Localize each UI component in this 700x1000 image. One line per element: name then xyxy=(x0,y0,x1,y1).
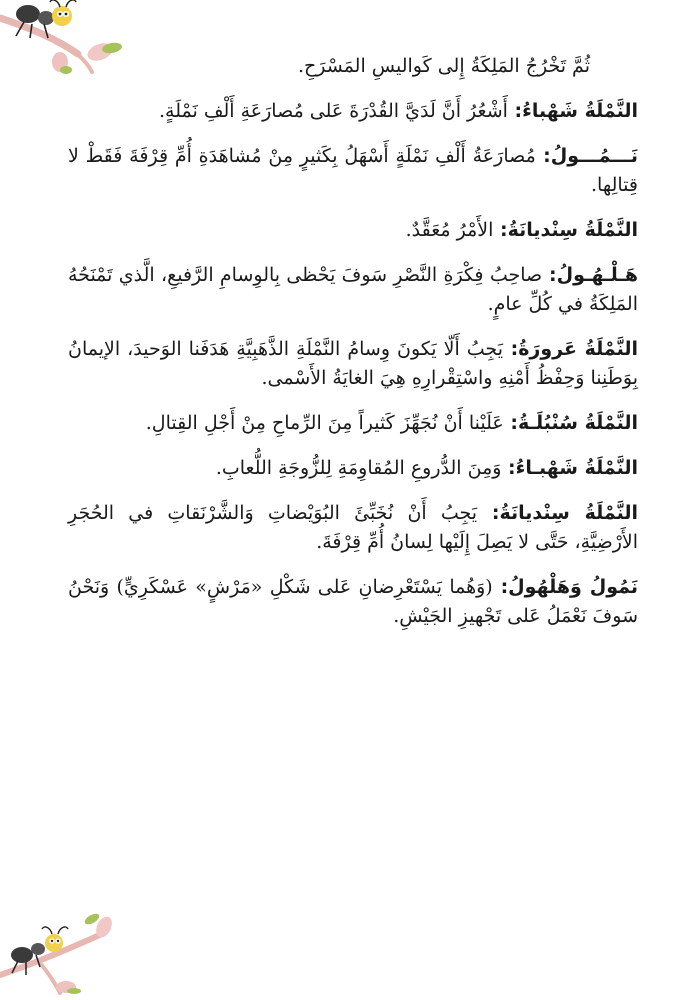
dialogue-text: مُصارَعَةُ أَلْفِ نَمْلَةٍ أَسْهَلُ بِكَثيرٍ مِنْ مُشاهَدَةِ أُمِّ قِرْفَةَ فَقَطْ لا قِتالِها. xyxy=(68,145,638,196)
dialogue-line: نَـــمُـــولُ: مُصارَعَةُ أَلْفِ نَمْلَةٍ أَسْهَلُ بِكَثيرٍ مِنْ مُشاهَدَةِ أُمِّ قِرْفَةَ فَقَطْ لا قِتالِها. xyxy=(68,145,638,196)
dialogue-text: الأَمْرُ مُعَقَّدٌ. xyxy=(405,219,494,241)
dialogue-line: نَمُولُ وَهَلْهُولُ: (وَهُما يَسْتَعْرِضانِ عَلى شَكْلِ «مَرْشٍ» عَسْكَرِيٍّ) وَنَحْنُ سَوفَ نَعْمَلُ عَلى تَجْهيزِ الجَيْشِ. xyxy=(68,576,638,627)
dialogue-line: النَّمْلَةُ سِنْديانَةُ: يَجِبُ أَنْ نُخَبِّئَ البُوَيْضاتِ وَالشَّرْنَقاتِ في الحُجَرِ الأَرْضِيَّةِ، حَتَّى لا يَصِلَ إِلَيْها لِسانُ أُمِّ قِرْفَةَ. xyxy=(68,502,639,553)
speaker-name: النَّمْلَةُ سِنْديانَةُ xyxy=(499,502,639,524)
dialogue-text: وَمِنَ الدُّروعِ المُقاوِمَةِ لِلزُّوجَةِ اللُّعابِ. xyxy=(215,457,502,479)
dialogue-line: النَّمْلَةُ عَرورَةُ: يَجِبُ أَلّا يَكونَ وِسامُ النَّمْلَةِ الذَّهَبِيَّةِ هَدَفَنا الوَحيدَ، الإيمانُ بِوَطَنِنا وَحِفْظُ أَمْنِهِ واسْتِقْرارِهِ هِيَ الغايَةُ الأَسْمى. xyxy=(68,338,638,389)
dialogue-line: هَـلْـهُـولُ: صاحِبُ فِكْرَةِ النَّصْرِ سَوفَ يَحْظى بِالوِسامِ الرَّفيعِ، الَّذي تَمْنَحُهُ المَلِكَةُ في كُلِّ عامٍ. xyxy=(68,264,638,315)
speaker-name: هَـلْـهُـولُ xyxy=(556,264,638,286)
dialogue-text: يَجِبُ أَنْ نُخَبِّئَ البُوَيْضاتِ وَالشَّرْنَقاتِ في الحُجَرِ الأَرْضِيَّةِ، حَتَّى لا يَصِلَ إِلَيْها لِسانُ أُمِّ قِرْفَةَ. xyxy=(68,502,638,553)
speaker-name: نَمُولُ وَهَلْهُولُ xyxy=(508,576,638,598)
dialogue-text: صاحِبُ فِكْرَةِ النَّصْرِ سَوفَ يَحْظى بِالوِسامِ الرَّفيعِ، الَّذي تَمْنَحُهُ المَلِكَةُ في كُلِّ عامٍ. xyxy=(68,264,638,315)
dialogue-text: عَلَيْنا أَنْ نُجَهِّزَ كَثيراً مِنَ الرِّماحِ مِنْ أَجْلِ القِتالِ. xyxy=(145,412,504,434)
dialogue-text: أَشْعُرُ أَنَّ لَدَيَّ القُدْرَةَ عَلى مُصارَعَةِ أَلْفِ نَمْلَةٍ. xyxy=(159,100,508,122)
dialogue-text: (وَهُما يَسْتَعْرِضانِ عَلى شَكْلِ «مَرْشٍ» عَسْكَرِيٍّ) وَنَحْنُ سَوفَ نَعْمَلُ عَلى تَجْهيزِ الجَيْشِ. xyxy=(68,576,638,627)
speaker-name: النَّمْلَةُ سُنْبُلَـةُ xyxy=(517,412,638,434)
dialogue-text: يَجِبُ أَلّا يَكونَ وِسامُ النَّمْلَةِ الذَّهَبِيَّةِ هَدَفَنا الوَحيدَ، الإيمانُ بِوَطَنِنا وَحِفْظُ أَمْنِهِ واسْتِقْرارِهِ هِيَ الغايَةُ الأَسْمى. xyxy=(68,338,638,389)
speaker-name: النَّمْلَةُ شَهْباءُ xyxy=(522,100,638,122)
dialogue-line: النَّمْلَةُ شَهْباءُ: أَشْعُرُ أَنَّ لَدَيَّ القُدْرَةَ عَلى مُصارَعَةِ أَلْفِ نَمْلَةٍ. xyxy=(159,100,638,122)
speaker-name: النَّمْلَةُ عَرورَةُ xyxy=(518,338,638,360)
stage-direction: ثُمَّ تَخْرُجُ المَلِكَةُ إِلى كَواليسِ المَسْرَحِ. xyxy=(297,55,590,77)
speaker-name: نَـــمُـــولُ xyxy=(550,145,638,167)
speaker-name: النَّمْلَةُ سِنْديانَةُ xyxy=(507,219,638,241)
dialogue-line: النَّمْلَةُ سِنْديانَةُ: الأَمْرُ مُعَقَّدٌ. xyxy=(405,219,638,241)
play-script-page xyxy=(68,52,638,647)
speaker-name: النَّمْلَةُ شَهْبـاءُ xyxy=(515,457,638,479)
dialogue-line: النَّمْلَةُ سُنْبُلَـةُ: عَلَيْنا أَنْ نُجَهِّزَ كَثيراً مِنَ الرِّماحِ مِنْ أَجْلِ القِتالِ. xyxy=(145,412,638,434)
ant-on-branch-illustration xyxy=(0,905,120,995)
dialogue-line: النَّمْلَةُ شَهْبـاءُ: وَمِنَ الدُّروعِ المُقاوِمَةِ لِلزُّوجَةِ اللُّعابِ. xyxy=(215,457,638,479)
